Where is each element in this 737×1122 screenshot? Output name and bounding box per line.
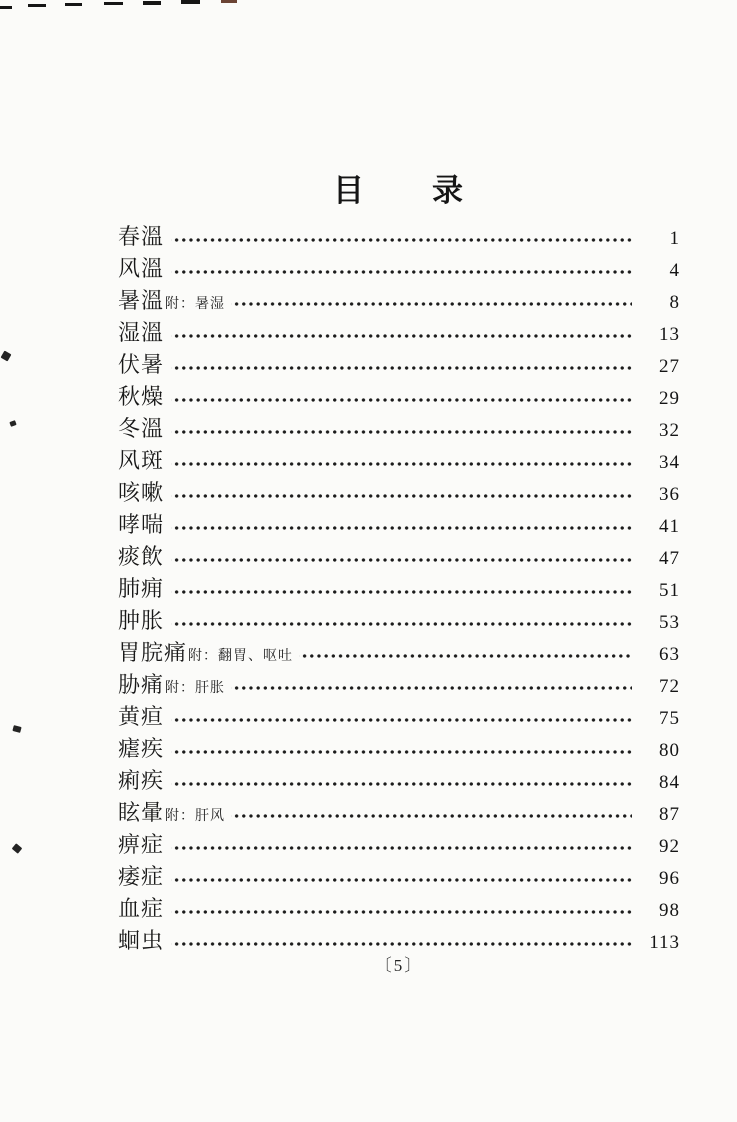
toc-entry-title: 伏暑 [118, 352, 165, 377]
toc-entry [118, 509, 680, 541]
toc-entry-title: 眩暈 [118, 800, 165, 825]
toc-entry-page: 29 [659, 388, 680, 409]
dot-leader [171, 396, 632, 404]
scan-artifact [0, 6, 12, 9]
dot-leader [171, 236, 632, 244]
toc-entry-page: 47 [659, 548, 680, 569]
toc-entry-page: 53 [659, 612, 680, 633]
toc-entry-page: 84 [659, 772, 680, 793]
dot-leader [171, 556, 632, 564]
toc-entry [118, 733, 680, 765]
toc-list [118, 221, 680, 957]
toc-entry-page: 98 [659, 900, 680, 921]
dot-leader [171, 716, 632, 724]
scan-artifact [9, 420, 16, 427]
toc-entry-title: 风溫 [118, 256, 165, 281]
toc-entry-title: 蛔虫 [118, 928, 165, 953]
dot-leader [171, 908, 632, 916]
toc-entry-title: 瘧疾 [118, 736, 165, 761]
dot-leader [171, 524, 632, 532]
toc-entry [118, 477, 680, 509]
toc-entry-title: 血症 [118, 896, 165, 921]
toc-entry-page: 92 [659, 836, 680, 857]
toc-entry-title: 肿胀 [118, 608, 165, 633]
toc-entry-title: 痢疾 [118, 768, 165, 793]
toc-entry-title: 痿症 [118, 864, 165, 889]
dot-leader [171, 460, 632, 468]
toc-entry [118, 221, 680, 253]
toc-entry-title: 痹症 [118, 832, 165, 857]
toc-entry [118, 317, 680, 349]
scan-artifact [28, 4, 46, 7]
dot-leader [231, 812, 632, 820]
toc-entry-page: 96 [659, 868, 680, 889]
toc-entry-title: 咳嗽 [118, 480, 165, 505]
toc-entry-page: 72 [659, 676, 680, 697]
dot-leader [171, 780, 632, 788]
scan-artifact [1, 351, 12, 362]
toc-entry-note: 附：翻胃、呕吐 [188, 649, 294, 664]
toc-entry [118, 861, 680, 893]
dot-leader [171, 428, 632, 436]
toc-entry [118, 285, 680, 317]
toc-entry [118, 381, 680, 413]
toc-entry-page: 41 [659, 516, 680, 537]
toc-entry-page: 80 [659, 740, 680, 761]
dot-leader [171, 844, 632, 852]
toc-entry-page: 36 [659, 484, 680, 505]
scan-artifact [12, 843, 23, 854]
toc-entry-note: 附：暑湿 [165, 297, 226, 312]
toc-entry-title: 秋燥 [118, 384, 165, 409]
toc-entry-page: 113 [649, 932, 680, 953]
toc-entry [118, 893, 680, 925]
toc-entry [118, 573, 680, 605]
toc-entry-title: 哮喘 [118, 512, 165, 537]
toc-entry-page: 51 [659, 580, 680, 601]
toc-entry-title: 胃脘痛 [118, 640, 188, 665]
toc-entry-title: 冬溫 [118, 416, 165, 441]
toc-entry [118, 349, 680, 381]
scan-artifact [181, 0, 200, 4]
toc-entry-page: 4 [669, 260, 680, 281]
toc-entry [118, 829, 680, 861]
toc-entry [118, 253, 680, 285]
scan-artifact [104, 2, 123, 5]
scan-artifact [12, 725, 21, 733]
toc-entry [118, 605, 680, 637]
toc-entry [118, 541, 680, 573]
toc-entry-title: 痰飲 [118, 544, 165, 569]
toc-entry-page: 8 [669, 292, 680, 313]
dot-leader [231, 684, 632, 692]
dot-leader [171, 364, 632, 372]
folio-number: 〔5〕 [374, 956, 424, 975]
toc-entry-title: 春溫 [118, 224, 165, 249]
toc-entry-page: 27 [659, 356, 680, 377]
toc-entry-page: 63 [659, 644, 680, 665]
toc-entry [118, 765, 680, 797]
toc-entry-page: 13 [659, 324, 680, 345]
dot-leader [171, 620, 632, 628]
toc-entry [118, 445, 680, 477]
dot-leader [299, 652, 632, 660]
toc-entry-title: 肺痈 [118, 576, 165, 601]
page-title: 目 录 [333, 173, 465, 208]
toc-entry-page: 32 [659, 420, 680, 441]
toc-entry [118, 701, 680, 733]
dot-leader [171, 748, 632, 756]
toc-entry-title: 风斑 [118, 448, 165, 473]
toc-entry-page: 87 [659, 804, 680, 825]
toc-entry-note: 附：肝胀 [165, 681, 226, 696]
dot-leader [171, 332, 632, 340]
dot-leader [171, 492, 632, 500]
toc-entry-title: 暑溫 [118, 288, 165, 313]
toc-entry-title: 湿溫 [118, 320, 165, 345]
toc-entry-title: 黄疸 [118, 704, 165, 729]
dot-leader [171, 940, 632, 948]
dot-leader [231, 300, 632, 308]
toc-entry-page: 34 [659, 452, 680, 473]
toc-entry-note: 附：肝风 [165, 809, 226, 824]
toc-entry [118, 413, 680, 445]
scan-artifact [65, 3, 82, 6]
dot-leader [171, 588, 632, 596]
toc-entry [118, 637, 680, 669]
scan-artifact [221, 0, 237, 3]
dot-leader [171, 876, 632, 884]
toc-entry [118, 797, 680, 829]
toc-entry-title: 胁痛 [118, 672, 165, 697]
toc-entry [118, 669, 680, 701]
toc-entry-page: 75 [659, 708, 680, 729]
scan-artifact [143, 1, 161, 5]
dot-leader [171, 268, 632, 276]
toc-entry-page: 1 [669, 228, 680, 249]
